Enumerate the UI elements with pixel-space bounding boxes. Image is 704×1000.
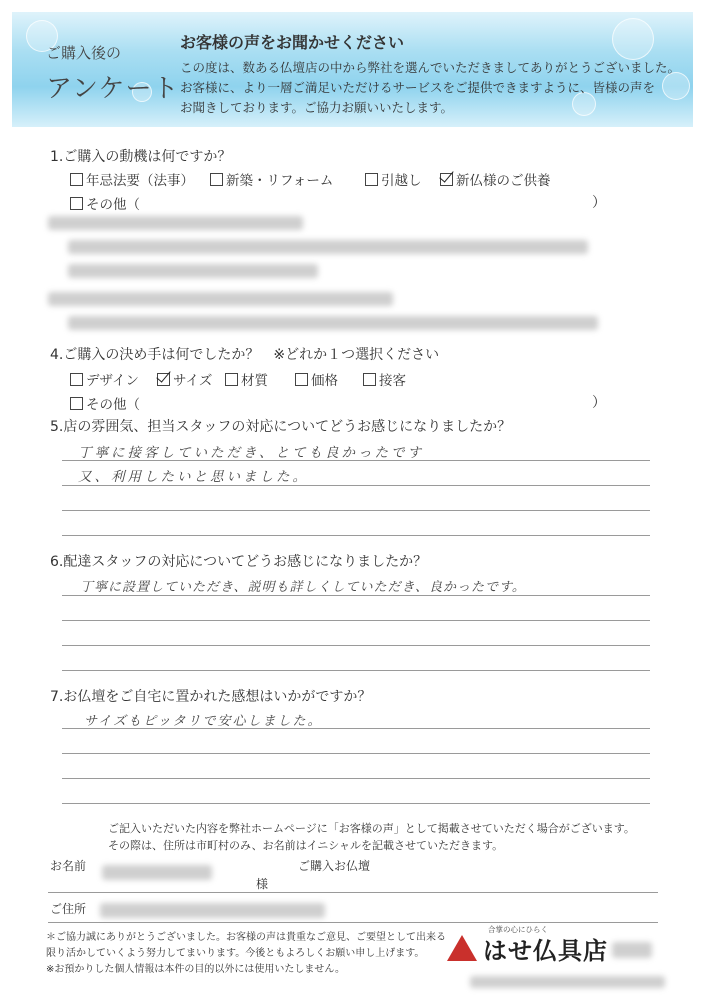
q5-answer-line-2: 又、利用したいと思いました。 [78,469,309,485]
address-label: ご住所 [50,902,87,916]
q4-option-other[interactable]: その他（ [70,393,140,413]
temple-roof-icon [447,935,477,961]
checkbox-icon[interactable] [210,173,223,186]
answer-line [62,595,650,596]
redacted-question-2 [48,216,303,230]
q1-option-shinbotoke[interactable]: 新仏様のご供養 [440,169,551,189]
redacted-question-3 [48,292,393,306]
publication-notice-2: その際は、住所は市町村のみ、お名前はイニシャルを記載させていただきます。 [108,839,504,852]
q1-option-other[interactable]: その他（ [70,193,140,213]
intro-line-2: お客様に、より一層ご満足いただけるサービスをご提供できますように、皆様の声を [180,80,656,95]
page-title: お客様の声をお聞かせください [180,33,405,52]
q4-option-size[interactable]: サイズ [157,369,212,389]
redacted-address [100,903,325,918]
q6-answer-line-1: 丁寧に設置していただき、説明も詳しくしていただき、良かったです。 [80,580,526,595]
checkbox-icon[interactable] [225,373,238,386]
honorific-label: 様 [256,877,269,891]
publication-notice-1: ご記入いただいた内容を弊社ホームページに「お客様の声」として掲載させていただく場合がございます。 [108,822,635,835]
question-6-label: 6.配達スタッフの対応についてどうお感じになりましたか？ [50,554,428,570]
badge-subtitle: ご購入後の [46,44,122,62]
name-underline [48,892,658,893]
q5-answer-line-1: 丁寧に接客していただき、とても良かったです [78,445,424,461]
checkbox-icon[interactable] [70,173,83,186]
footer-privacy: ※お預かりした個人情報は本件の目的以外には使用いたしません。 [46,964,345,975]
answer-line [62,535,650,536]
q4-option-design[interactable]: デザイン [70,369,139,389]
checkbox-icon[interactable] [295,373,308,386]
intro-line-1: この度は、数ある仏壇店の中から弊社を選んでいただきましてありがとうございました。 [180,60,681,75]
question-1-label: 1.ご購入の動機は何ですか？ [50,149,232,165]
redacted-options-2a [68,240,588,254]
address-underline [48,922,658,923]
answer-line [62,778,650,779]
question-4-label: 4.ご購入の決め手は何でしたか？ ※どれか１つ選択ください [50,347,440,363]
intro-line-3: お聞きしております。ご協力お願いいたします。 [180,100,454,115]
checkbox-icon[interactable] [363,373,376,386]
q7-answer-line-1: サイズもピッタリで安心しました。 [84,714,323,729]
answer-line [62,485,650,486]
question-7-label: 7.お仏壇をご自宅に置かれた感想はいかがですか？ [50,689,372,705]
checkbox-icon[interactable] [70,373,83,386]
q4-other-close: ） [592,395,606,411]
redacted-branch [612,942,652,958]
q1-option-hikkoshi[interactable]: 引越し [365,169,422,189]
q4-option-service[interactable]: 接客 [363,369,406,389]
checkbox-icon[interactable] [365,173,378,186]
answer-line [62,645,650,646]
checked-checkbox-icon[interactable] [157,373,170,386]
answer-line [62,510,650,511]
answer-line [62,753,650,754]
logo-tagline: 合掌の心にひらく [488,925,548,934]
footer-thanks-2: 限り活かしていくよう努力してまいります。今後ともよろしくお願い申し上げます。 [46,948,425,959]
q4-option-price[interactable]: 価格 [295,369,338,389]
butsudan-label: ご購入お仏壇 [298,859,371,873]
name-label: お名前 [50,859,87,873]
redacted-contact [470,976,665,988]
company-name: はせ仏具店 [483,935,608,965]
question-5-label: 5.店の雰囲気、担当スタッフの対応についてどうお感じになりましたか？ [50,419,512,435]
answer-line [62,803,650,804]
company-logo [447,930,608,966]
q1-option-hoji[interactable]: 年忌法要（法事） [70,169,194,189]
redacted-name [102,865,212,880]
checked-checkbox-icon[interactable] [440,173,453,186]
q1-option-shinchiku[interactable]: 新築・リフォーム [210,169,333,189]
footer-thanks-1: ＊ご協力誠にありがとうございました。お客様の声は貴重なご意見、ご要望として出来る [46,932,446,943]
redacted-options-2b [68,264,318,278]
checkbox-icon[interactable] [70,197,83,210]
checkbox-icon[interactable] [70,397,83,410]
q1-other-close: ） [592,195,606,211]
q4-option-material[interactable]: 材質 [225,369,268,389]
answer-line [62,670,650,671]
answer-line [62,620,650,621]
badge-title: アンケート [46,74,180,104]
redacted-options-3 [68,316,598,330]
